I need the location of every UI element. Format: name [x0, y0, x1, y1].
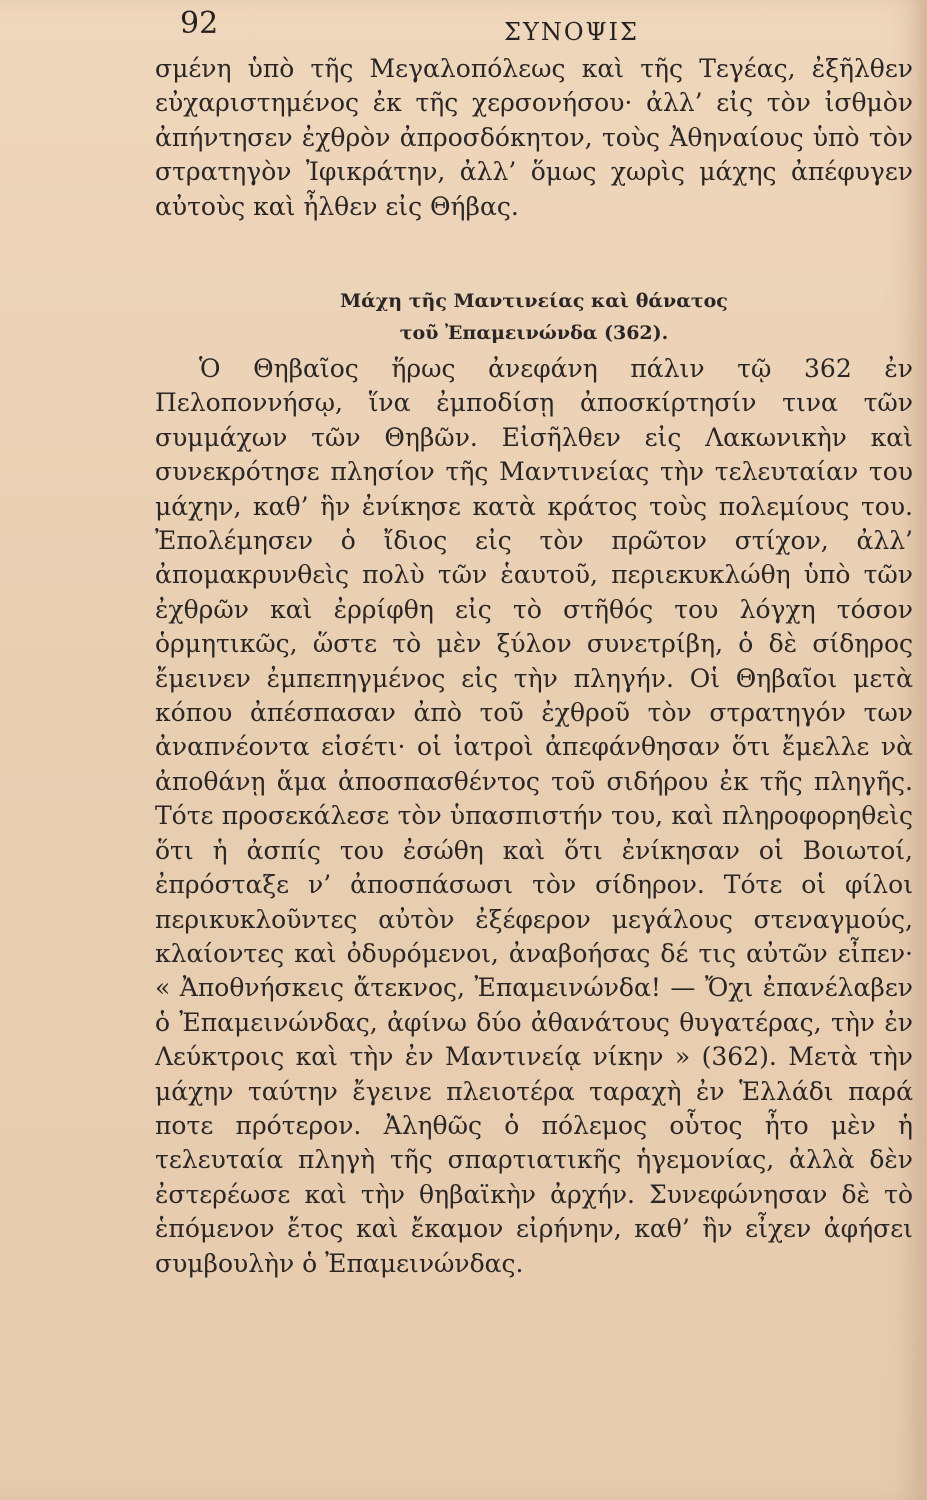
running-title: ΣΥΝΟΨΙΣ: [504, 18, 639, 46]
page-edge-shadow: [917, 0, 927, 1500]
section-heading: [155, 285, 913, 349]
section-heading-line-2: τοῦ Ἐπαμεινώνδα (362).: [399, 322, 669, 344]
intro-paragraph: σμένη ὑπὸ τῆς Μεγαλοπόλεως καὶ τῆς Τεγέας, ἐξῆλθεν εὐχαριστημένος ἐκ τῆς χερσονήσου· ἀλλ’ εἰς τὸν ἰσθμὸν ἀπήντησεν ἐχθρὸν ἀπροσδόκητον, τοὺς Ἀθηναίους ὑπὸ τὸν στρατηγὸν Ἰφικράτην, ἀλλ’ ὅμως χωρὶς μάχης ἀπέφυγεν αὐτοὺς καὶ ἦλθεν εἰς Θήβας.: [155, 54, 913, 221]
page-number: 92: [180, 6, 219, 41]
main-paragraph: Ὁ Θηβαῖος ἥρως ἀνεφάνη πάλιν τῷ 362 ἐν Πελοποννήσῳ, ἵνα ἐμποδίσῃ ἀποσκίρτησίν τινα τῶν συμμάχων τῶν Θηβῶν. Εἰσῆλθεν εἰς Λακωνικὴν καὶ συνεκρότησε πλησίον τῆς Μαντινείας τὴν τελευταίαν του μάχην, καθ’ ἣν ἐνίκησε κατὰ κράτος τοὺς πολεμίους του. Ἐπολέμησεν ὁ ἴδιος εἰς τὸν πρῶτον στίχον, ἀλλ’ ἀπομακρυνθεὶς πολὺ τῶν ἑαυτοῦ, περιεκυκλώθη ὑπὸ τῶν ἐχθρῶν καὶ ἐρρίφθη εἰς τὸ στῆθός του λόγχη τόσον ὁρμητικῶς, ὥστε τὸ μὲν ξύλον συνετρίβη, ὁ δὲ σίδηρος ἔμεινεν ἐμπεπηγμένος εἰς τὴν πληγήν. Οἱ Θηβαῖοι μετὰ κόπου ἀπέσπασαν ἀπὸ τοῦ ἐχθροῦ τὸν στρατηγόν των ἀναπνέοντα εἰσέτι· οἱ ἰατροὶ ἀπεφάνθησαν ὅτι ἔμελλε νὰ ἀποθάνῃ ἅμα ἀποσπασθέντος τοῦ σιδήρου ἐκ τῆς πληγῆς. Τότε προσεκάλεσε τὸν ὑπασπιστήν του, καὶ πληροφορηθεὶς ὅτι ἡ ἀσπίς του ἐσώθη καὶ ὅτι ἐνίκησαν οἱ Βοιωτοί, ἐπρόσταξε ν’ ἀποσπάσωσι τὸν σίδηρον. Τότε οἱ φίλοι περικυκλοῦντες αὐτὸν ἐξέφερον μεγάλους στεναγμούς, κλαίοντες καὶ ὀδυρόμενοι, ἀναβοήσας δέ τις αὐτῶν εἶπεν· « Ἀποθνήσκεις ἄτεκνος, Ἐπαμεινώνδα! — Ὄχι ἐπανέλαβεν ὁ Ἐπαμεινώνδας, ἀφίνω δύο ἀθανάτους θυγατέρας, τὴν ἐν Λεύκτροις καὶ τὴν ἐν Μαντινείᾳ νίκην » (362). Μετὰ τὴν μάχην ταύτην ἔγεινε πλειοτέρα ταραχὴ ἐν Ἑλλάδι παρά ποτε πρότερον. Ἀληθῶς ὁ πόλεμος οὗτος ἦτο μὲν ἡ τελευταία πληγὴ τῆς σπαρτιατικῆς ἡγεμονίας, ἀλλὰ δὲν ἐστερέωσε καὶ τὴν θηβαϊκὴν ἀρχήν. Συνεφώνησαν δὲ τὸ ἑπόμενον ἔτος καὶ ἔκαμον εἰρήνην, καθ’ ἣν εἶχεν ἀφήσει συμβουλὴν ὁ Ἐπαμεινώνδας.: [155, 354, 913, 1278]
section-heading-line-1: Μάχη τῆς Μαντινείας καὶ θάνατος: [340, 290, 728, 312]
page-header: [0, 6, 927, 50]
